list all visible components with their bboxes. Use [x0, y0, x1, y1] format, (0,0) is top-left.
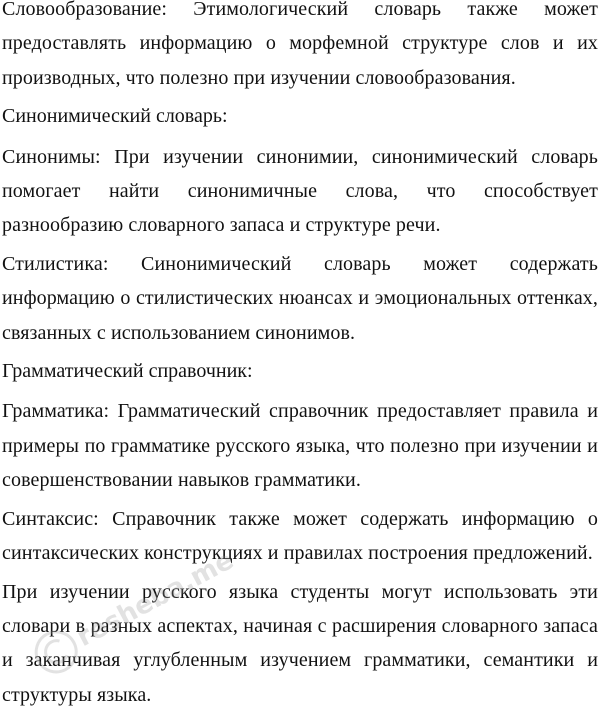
paragraph-grammar: Грамматика: Грамматический справочник предоставляет правила и примеры по грамматике русского языка, что полезно при изучении и совершенствовании навыков грамматики. — [2, 400, 598, 492]
document-body — [2, 0, 598, 716]
paragraph-syntax: Синтаксис: Справочник также может содержать информацию о синтаксических конструкциях и правилах построения предложений. — [2, 507, 598, 565]
heading-grammar-reference: Грамматический справочник: — [2, 360, 253, 383]
paragraph-stylistics: Стилистика: Синонимический словарь может содержать информацию о стилистических нюансах и эмоциональных оттенках, связанных с использованием синонимов. — [2, 252, 598, 344]
paragraph-conclusion: При изучении русского языка студенты могут использовать эти словари в разных аспектах, начиная с расширения словарного запаса и заканчивая углубленным изучением грамматики, семантики и структуры языка. — [2, 580, 598, 706]
paragraph-synonyms: Синонимы: При изучении синонимии, синонимический словарь помогает найти синонимичные слова, что способствует разнообразию словарного запаса и структуре речи. — [2, 145, 598, 237]
watermark-text: resheba.me — [72, 545, 239, 653]
heading-synonym-dictionary: Синонимический словарь: — [2, 105, 228, 128]
paragraph-word-formation: Словообразование: Этимологический словарь также может предоставлять информацию о морфемной структуре слов и их производных, что полезно при изучении словообразования. — [2, 0, 598, 89]
